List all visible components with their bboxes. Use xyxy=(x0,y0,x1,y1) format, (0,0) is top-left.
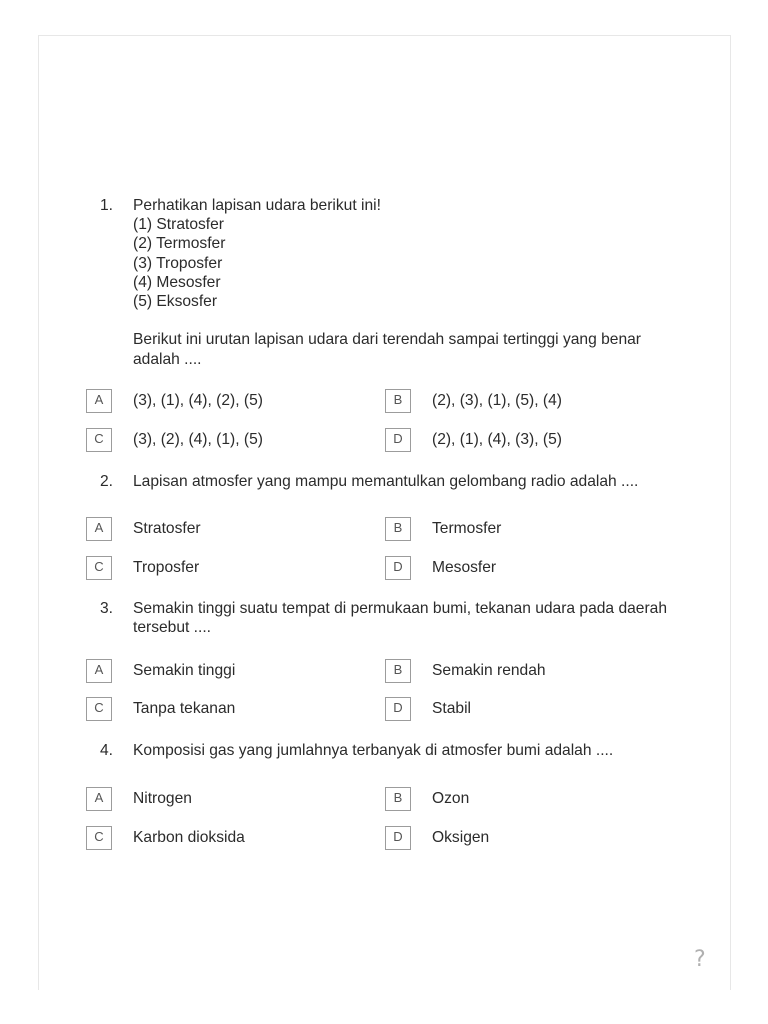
option-letter-box: C xyxy=(86,697,112,721)
question-item: (2) Termosfer xyxy=(133,235,226,253)
question-number: 4. xyxy=(100,742,114,759)
option-letter-box: D xyxy=(385,428,411,452)
option-a xyxy=(86,787,376,811)
option-letter-box: B xyxy=(385,659,411,683)
option-b xyxy=(385,659,675,683)
option-letter-box: B xyxy=(385,389,411,413)
option-c xyxy=(86,556,376,580)
option-letter-box: B xyxy=(385,787,411,811)
option-text: Mesosfer xyxy=(432,559,497,576)
option-c xyxy=(86,428,376,452)
option-text: (3), (1), (4), (2), (5) xyxy=(133,392,263,409)
question-number: 2. xyxy=(100,473,114,490)
option-d xyxy=(385,826,675,850)
option-d xyxy=(385,556,675,580)
question-item: (4) Mesosfer xyxy=(133,273,221,291)
question-text: Perhatikan lapisan udara berikut ini! xyxy=(133,197,381,214)
option-text: Semakin rendah xyxy=(432,662,546,679)
option-text: (2), (1), (4), (3), (5) xyxy=(432,431,562,448)
option-c xyxy=(86,697,376,721)
option-text: Ozon xyxy=(432,790,470,807)
question-number: 3. xyxy=(100,600,114,617)
worksheet-page xyxy=(38,35,731,990)
option-letter-box: C xyxy=(86,428,112,452)
option-d xyxy=(385,697,675,721)
option-text: Stabil xyxy=(432,700,472,717)
option-text: (3), (2), (4), (1), (5) xyxy=(133,431,263,448)
question-text: Lapisan atmosfer yang mampu memantulkan gelombang radio adalah .... xyxy=(133,473,639,490)
question-text: Komposisi gas yang jumlahnya terbanyak di atmosfer bumi adalah .... xyxy=(133,742,614,759)
option-letter-box: C xyxy=(86,826,112,850)
help-icon[interactable]: ? xyxy=(694,947,706,972)
option-a xyxy=(86,389,376,413)
option-text: Karbon dioksida xyxy=(133,829,245,846)
option-c xyxy=(86,826,376,850)
option-a xyxy=(86,659,376,683)
option-letter-box: A xyxy=(86,659,112,683)
option-letter-box: A xyxy=(86,517,112,541)
option-text: Semakin tinggi xyxy=(133,662,236,679)
option-text: Stratosfer xyxy=(133,520,201,537)
option-d xyxy=(385,428,675,452)
option-text: Troposfer xyxy=(133,559,200,576)
option-b xyxy=(385,787,675,811)
question-item: (1) Stratosfer xyxy=(133,216,224,234)
option-letter-box: B xyxy=(385,517,411,541)
option-letter-box: D xyxy=(385,826,411,850)
question-text-block xyxy=(133,196,681,369)
question-prompt: Berikut ini urutan lapisan udara dari terendah sampai tertinggi yang benar adalah .... xyxy=(133,331,641,368)
question-number: 1. xyxy=(100,197,114,214)
option-text: (2), (3), (1), (5), (4) xyxy=(432,392,562,409)
option-b xyxy=(385,389,675,413)
option-letter-box: C xyxy=(86,556,112,580)
option-letter-box: A xyxy=(86,389,112,413)
option-text: Tanpa tekanan xyxy=(133,700,236,717)
question-text: Semakin tinggi suatu tempat di permukaan bumi, tekanan udara pada daerah tersebut .... xyxy=(133,600,667,637)
question-item: (5) Eksosfer xyxy=(133,293,218,311)
option-b xyxy=(385,517,675,541)
option-text: Nitrogen xyxy=(133,790,192,807)
option-letter-box: A xyxy=(86,787,112,811)
question-item: (3) Troposfer xyxy=(133,254,223,272)
option-letter-box: D xyxy=(385,697,411,721)
option-a xyxy=(86,517,376,541)
option-text: Termosfer xyxy=(432,520,502,537)
option-letter-box: D xyxy=(385,556,411,580)
option-text: Oksigen xyxy=(432,829,490,846)
